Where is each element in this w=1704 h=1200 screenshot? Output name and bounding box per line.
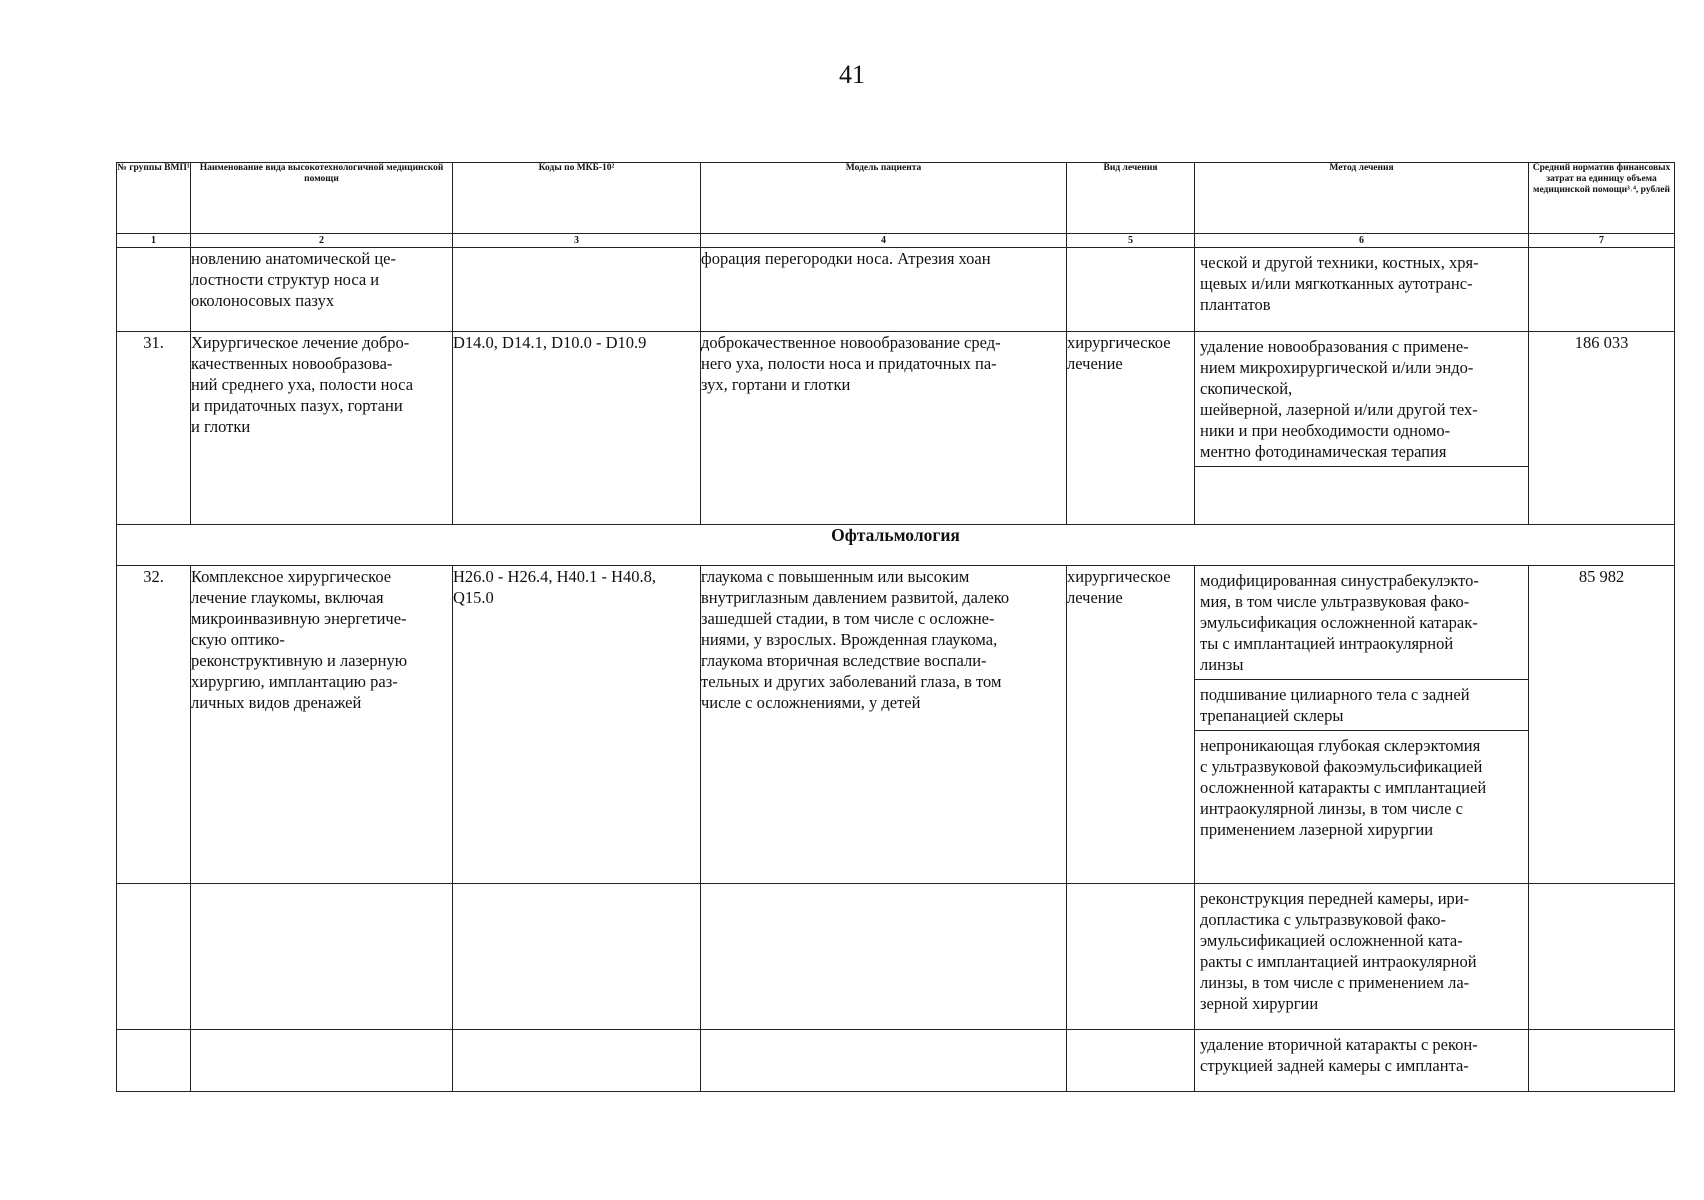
treatment-method: подшивание цилиарного тела с задней трепанацией склеры [1195, 680, 1528, 731]
row-number: 32. [117, 566, 191, 884]
treatment-type: хирургическое лечение [1067, 332, 1195, 525]
table-row [117, 1030, 1675, 1092]
header-codes: Коды по МКБ-10² [453, 163, 701, 234]
column-number: 2 [191, 234, 453, 248]
care-type-name: Хирургическое лечение добро- качественных новообразова- ний среднего уха, полости носа и придаточных пазух, гортани и глотки [191, 332, 453, 525]
header-model: Модель пациента [701, 163, 1067, 234]
column-number: 6 [1195, 234, 1529, 248]
treatment-method: ческой и другой техники, костных, хря- щевых и/или мягкотканных аутотранс- плантатов [1200, 253, 1479, 314]
cost-norm [1529, 248, 1675, 332]
care-type-name: новлению анатомической це- лостности структур носа и околоносовых пазух [191, 248, 453, 332]
cost-norm: 85 982 [1529, 566, 1675, 884]
empty-cell [191, 1030, 453, 1092]
empty-cell [701, 884, 1067, 1030]
empty-cell [1529, 884, 1675, 1030]
empty-cell [191, 884, 453, 1030]
row-number [117, 248, 191, 332]
section-title: Офтальмология [117, 525, 1675, 566]
table-row [117, 884, 1675, 1030]
column-number: 1 [117, 234, 191, 248]
empty-cell [453, 1030, 701, 1092]
patient-model: глаукома с повышенным или высоким внутриглазным давлением развитой, далеко зашедшей стадии, в том числе с осложне- ниями, у взрослых. Врожденная глаукома, глаукома вторичная вследствие воспали- тельных и других заболеваний глаза, в том числе с осложнениями, у детей [701, 566, 1067, 884]
header-group: № группы ВМП¹ [117, 163, 191, 234]
column-numbers-row [117, 234, 1675, 248]
table-row [117, 566, 1675, 884]
row-number: 31. [117, 332, 191, 525]
empty-cell [1529, 1030, 1675, 1092]
table-row [117, 248, 1675, 332]
header-method: Метод лечения [1195, 163, 1529, 234]
vmp-table [116, 162, 1675, 1092]
treatment-methods [1195, 332, 1529, 525]
treatment-method: удаление новообразования с примене- нием микрохирургической и/или эндо- скопической, шейверной, лазерной и/или другой тех- ники и при необходимости одномо- ментно фотодинамическая терапия [1195, 332, 1528, 467]
patient-model: форация перегородки носа. Атрезия хоан [701, 248, 1067, 332]
header-name: Наименование вида высокотехнологичной медицинской помощи [191, 163, 453, 234]
treatment-methods [1195, 1030, 1529, 1092]
column-number: 3 [453, 234, 701, 248]
treatment-method-empty [1195, 467, 1528, 513]
empty-cell [1067, 1030, 1195, 1092]
header-cost: Средний норматив финансовых затрат на единицу объема медицинской помощи³˒⁴, рублей [1529, 163, 1675, 234]
care-type-name: Комплексное хирургическое лечение глаукомы, включая микроинвазивную энергетиче- скую оптико- реконструктивную и лазерную хирургию, имплантацию раз- личных видов дренажей [191, 566, 453, 884]
icd-codes: H26.0 - H26.4, H40.1 - H40.8, Q15.0 [453, 566, 701, 884]
header-treatment: Вид лечения [1067, 163, 1195, 234]
treatment-type: хирургическое лечение [1067, 566, 1195, 884]
header-row [117, 163, 1675, 234]
table-row [117, 332, 1675, 525]
empty-cell [1067, 884, 1195, 1030]
treatment-method: модифицированная синустрабекулэкто- мия, в том числе ультразвуковая фако- эмульсификация осложненной катарак- ты с имплантацией интраокулярной линзы [1195, 566, 1528, 680]
treatment-type [1067, 248, 1195, 332]
cost-norm: 186 033 [1529, 332, 1675, 525]
treatment-method: реконструкция передней камеры, ири- допластика с ультразвуковой фако- эмульсификацией осложненной ката- ракты с имплантацией интраокулярной линзы, в том числе с применением ла- зерной хирургии [1200, 889, 1477, 1013]
column-number: 5 [1067, 234, 1195, 248]
treatment-methods [1195, 248, 1529, 332]
empty-cell [117, 884, 191, 1030]
treatment-method: удаление вторичной катаракты с рекон- струкцией задней камеры с импланта- [1200, 1035, 1478, 1075]
icd-codes: D14.0, D14.1, D10.0 - D10.9 [453, 332, 701, 525]
section-header-row [117, 525, 1675, 566]
empty-cell [117, 1030, 191, 1092]
column-number: 4 [701, 234, 1067, 248]
page-number: 41 [839, 60, 865, 89]
icd-codes [453, 248, 701, 332]
empty-cell [453, 884, 701, 1030]
treatment-method: непроникающая глубокая склерэктомия с ультразвуковой факоэмульсификацией осложненной катаракты с имплантацией интраокулярной линзы, в том числе с применением лазерной хирургии [1200, 736, 1487, 839]
treatment-methods [1195, 884, 1529, 1030]
patient-model: доброкачественное новообразование сред- него уха, полости носа и придаточных па- зух, гортани и глотки [701, 332, 1067, 525]
treatment-methods [1195, 566, 1529, 884]
column-number: 7 [1529, 234, 1675, 248]
empty-cell [701, 1030, 1067, 1092]
